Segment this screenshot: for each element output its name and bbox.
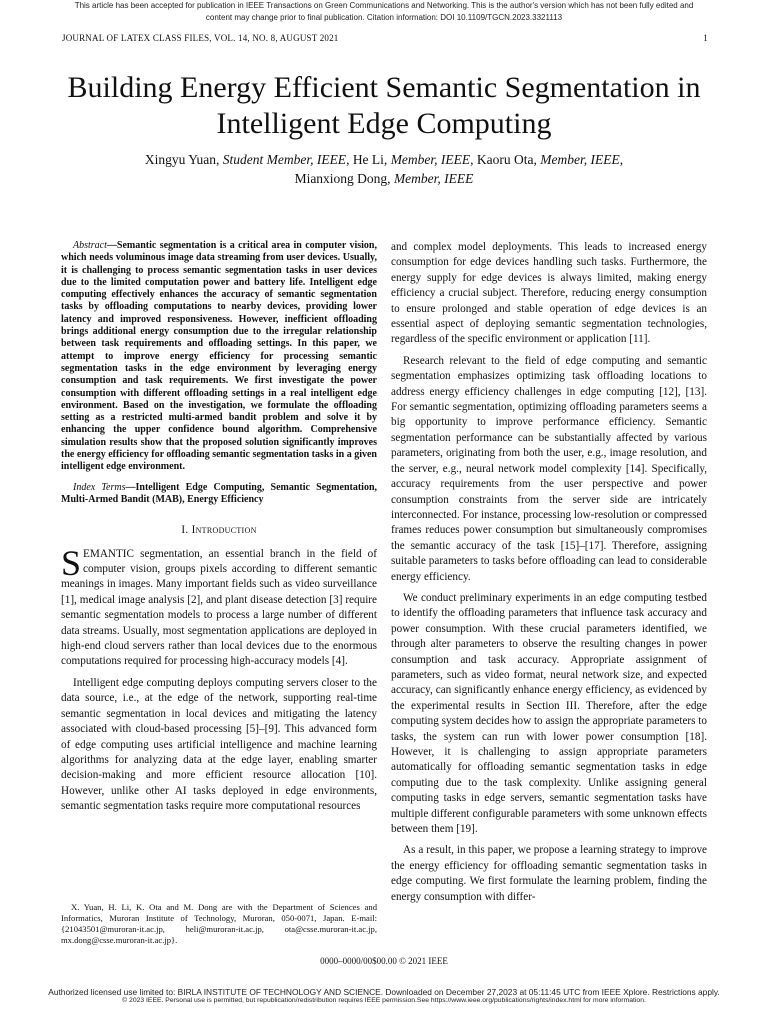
index-terms-text: —Intelligent Edge Computing, Semantic Segmentation, Multi-Armed Bandit (MAB), Energy Efficiency: [61, 481, 378, 505]
running-head: [62, 33, 708, 43]
right-paragraph-1: and complex model deployments. This leads to increased energy consumption for edge devices handling such tasks. Furthermore, the energy supply for edge devices is always limited, making energy efficiency a crucial subject. Therefore, reducing energy consumption to ensure prolonged and stable operation of edge devices is an essential aspect of deploying semantic segmentation technologies, regardless of the specific environment or application [11].: [391, 241, 707, 346]
intro-paragraph-2: Intelligent edge computing deploys computing servers closer to the data source, i.e., at the edge of the network, supporting real-time semantic segmentation in local devices and mitigating the latency associated with cloud-based processing [5]–[9]. This advanced form of edge computing uses artificial intelligence and machine learning algorithms for analyzing data at the edge layer, enabling smarter decision-making and more efficient resource allocation [10]. However, unlike other AI tasks deployed in edge environments, semantic segmentation tasks require more computational resources: [61, 676, 377, 813]
intro-paragraph-1: SEMANTIC segmentation, an essential branch in the field of computer vision, groups pixels according to different semantic meanings in images. Many important fields such as video surveillance [1], medical image analysis [2], and plant disease detection [3] require semantic segmentation models to process a large number of different data streams. Usually, most segmentation applications are deployed in high-end cloud servers rather than local devices due to the enormous computations required for processing high-accuracy models [4].: [61, 542, 377, 668]
section-heading-introduction: I. Introduction: [181, 524, 257, 537]
journal-name: JOURNAL OF LATEX CLASS FILES, VOL. 14, NO. 8, AUGUST 2021: [62, 33, 339, 43]
acceptance-notice-line2: content may change prior to final publication. Citation information: DOI 10.1109/TGCN.2023.3321113: [205, 13, 563, 22]
abstract-text: —Semantic segmentation is a critical area in computer vision, which needs voluminous image data streaming from user devices. Usually, it is challenging to process semantic segmentation tasks in user devices due to the limited computation power and battery life. Intelligent edge computing effectively enhances the accuracy of semantic segmentation tasks by offloading computations to nearby devices, providing lower latency and improved responsiveness. However, inefficient offloading brings additional energy consumption due to the irregular relationship between task requirements and offloading settings. In this paper, we attempt to improve energy efficiency for processing semantic segmentation tasks in the edge environment by leveraging energy consumption and task requirements. We first investigate the power consumption with different offloading settings in a real intelligent edge environment. Based on the investigation, we formulate the offloading setting as a restricted multi-armed bandit problem and solve it by enhancing the upper confidence bound algorithm. Comprehensive simulation results show that the proposed solution significantly improves the energy efficiency for offloading semantic segmentation tasks in a given intelligent edge environment.: [61, 240, 377, 473]
license-notice: Authorized licensed use limited to: BIRLA INSTITUTE OF TECHNOLOGY AND SCIENCE. Downloaded on December 27,2023 at 05:11:45 UTC from IEEE Xplore. Restrictions apply.: [48, 987, 720, 997]
author-affiliation-footnote: [61, 902, 377, 946]
author-4: Mianxiong Dong, Member, IEEE: [294, 171, 474, 186]
author-3: Kaoru Ota, Member, IEEE,: [476, 152, 624, 167]
acceptance-notice: [60, 0, 708, 24]
abstract-label: Abstract: [73, 240, 107, 251]
index-terms-label: Index Terms: [73, 481, 126, 493]
right-paragraph-2: Research relevant to the field of edge computing and semantic segmentation emphasizes optimizing task offloading locations to address energy efficiency challenges in edge computing [12], [13]. For semantic segmentation, optimizing offloading parameters seems a big opportunity to improve performance efficiency. Semantic segmentation performance can be substantially affected by various parameters, originating from both the user, e.g., image resolution, and the server, e.g., neural network model complexity [14]. Specifically, accuracy requirements from the user perspective and power consumption constraints from the server side are intricately interconnected. For instance, processing low-resolution or compressed frames reduces power consumption but simultaneously compromises the semantic accuracy of the task [15]–[17]. Therefore, assigning suitable parameters to tasks before offloading can lead to considerable energy efficiency.: [391, 354, 707, 583]
right-paragraph-3: We conduct preliminary experiments in an edge computing testbed to identify the offloading parameters that influence task accuracy and power consumption. With these crucial parameters identified, we through alter parameters to observe the resulting changes in power consumption and task accuracy. Appropriate assignment of parameters, such as video format, neural network size, and expected accuracy, can significantly enhance energy efficiency, as evidenced by the experimental results in Section III. Therefore, after the edge computing system decides how to assign the appropriate parameters to tasks, the system can run with lower power consumption [18]. However, it is challenging to assign appropriate parameters automatically for offloading semantic segmentation tasks in edge computing due to the task complexity. Unlike assigning general computing tasks in edge servers, semantic segmentation tasks have multiple different configurable parameters with some unknown effects between them [19].: [391, 591, 707, 836]
paper-title: Building Energy Efficient Semantic Segmentation in Intelligent Edge Computing: [67, 71, 701, 140]
permission-notice: © 2023 IEEE. Personal use is permitted, but republication/redistribution requires IEEE permission.See https://www.ieee.org/publications/rights/index.html for more information.: [122, 997, 646, 1004]
author-list: [60, 150, 708, 188]
abstract: [61, 240, 377, 474]
index-terms: [61, 482, 377, 507]
author-2: He Li, Member, IEEE,: [352, 152, 477, 167]
acceptance-notice-line1: This article has been accepted for publication in IEEE Transactions on Green Communications and Networking. This is the author's version which has not been fully edited and: [74, 1, 694, 10]
author-1: Xingyu Yuan, Student Member, IEEE,: [144, 152, 353, 167]
footnote-text: X. Yuan, H. Li, K. Ota and M. Dong are with the Department of Sciences and Informatics, Muroran Institute of Technology, Muroran, 050-0071, Japan. E-mail: {21043501@muroran-it.ac.jp, heli@muroran-it.ac.jp, ota@csse.muroran-it.ac.jp, mx.dong@csse.muroran-it.ac.jp}.: [61, 902, 377, 945]
left-column: [61, 240, 377, 815]
right-column: [391, 240, 707, 905]
drop-cap: S: [61, 542, 82, 583]
copyright-line: 0000–0000/00$00.00 © 2021 IEEE: [320, 956, 448, 966]
right-paragraph-4: As a result, in this paper, we propose a learning strategy to improve the energy efficiency for offloading semantic segmentation tasks in edge computing. We first formulate the learning problem, finding the energy consumption with differ-: [391, 844, 707, 903]
page-number: 1: [703, 33, 708, 43]
